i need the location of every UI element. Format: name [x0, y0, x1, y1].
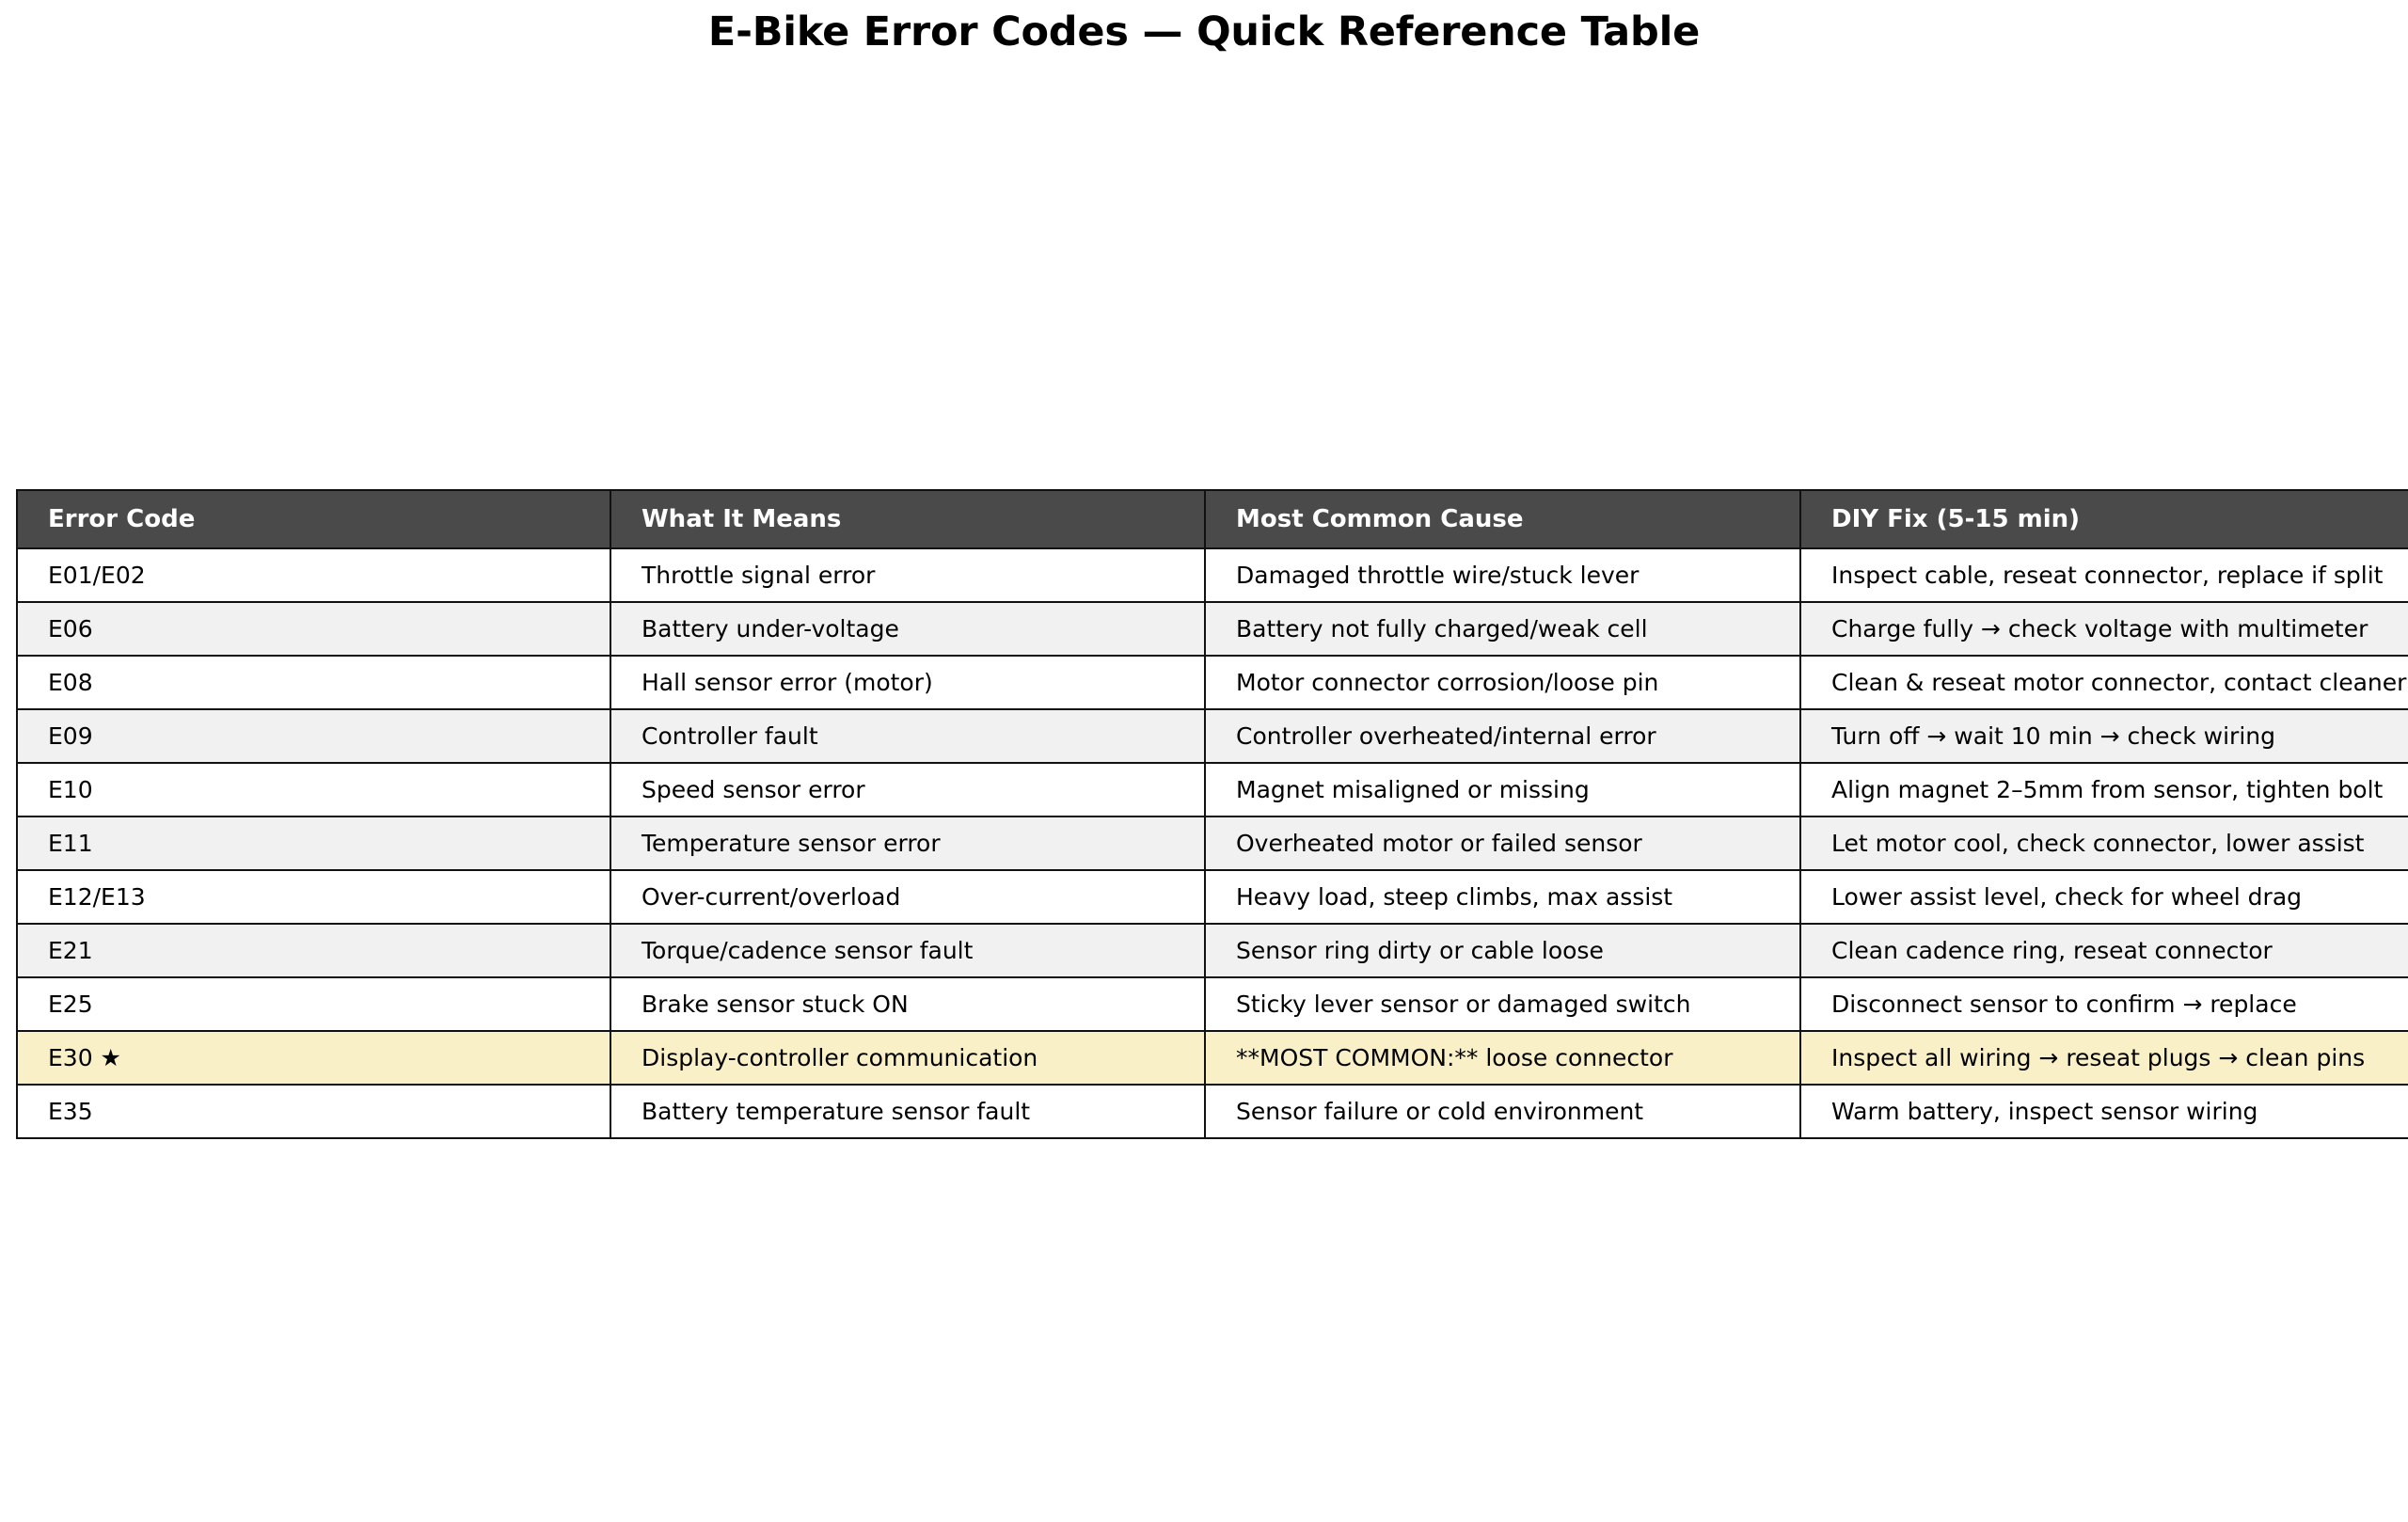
cell-most-common-cause-text: Motor connector corrosion/loose pin	[1236, 668, 1659, 696]
cell-most-common-cause-text: Overheated motor or failed sensor	[1236, 829, 1642, 857]
table-row	[17, 548, 2408, 602]
cell-diy-fix	[1800, 1085, 2408, 1138]
cell-most-common-cause-text: Battery not fully charged/weak cell	[1236, 614, 1648, 642]
cell-error-code-text: E30 ★	[48, 1043, 121, 1071]
cell-diy-fix	[1800, 602, 2408, 656]
table-row	[17, 1085, 2408, 1138]
cell-most-common-cause	[1205, 924, 1800, 977]
cell-most-common-cause	[1205, 602, 1800, 656]
cell-error-code-text: E10	[48, 775, 93, 803]
table-row	[17, 816, 2408, 870]
cell-most-common-cause	[1205, 548, 1800, 602]
cell-error-code-text: E21	[48, 936, 93, 964]
cell-error-code	[17, 1085, 610, 1138]
table-header	[17, 490, 2408, 548]
cell-what-it-means-text: Throttle signal error	[642, 561, 876, 589]
cell-most-common-cause-text: Sensor ring dirty or cable loose	[1236, 936, 1604, 964]
cell-diy-fix	[1800, 763, 2408, 816]
cell-what-it-means-text: Battery under-voltage	[642, 614, 899, 642]
cell-diy-fix-text: Warm battery, inspect sensor wiring	[1831, 1097, 2258, 1125]
table-row	[17, 870, 2408, 924]
cell-diy-fix-text: Inspect cable, reseat connector, replace if split	[1831, 561, 2384, 589]
cell-most-common-cause	[1205, 1085, 1800, 1138]
cell-most-common-cause	[1205, 763, 1800, 816]
cell-most-common-cause	[1205, 709, 1800, 763]
cell-most-common-cause	[1205, 870, 1800, 924]
cell-diy-fix-text: Align magnet 2–5mm from sensor, tighten bolt	[1831, 775, 2384, 803]
cell-diy-fix-text: Clean & reseat motor connector, contact cleaner	[1831, 668, 2407, 696]
cell-diy-fix	[1800, 816, 2408, 870]
cell-what-it-means	[610, 1031, 1205, 1085]
cell-what-it-means	[610, 1085, 1205, 1138]
cell-error-code-text: E35	[48, 1097, 93, 1125]
cell-diy-fix-text: Inspect all wiring → reseat plugs → clean pins	[1831, 1043, 2366, 1071]
cell-what-it-means	[610, 816, 1205, 870]
table-body	[17, 548, 2408, 1138]
cell-what-it-means	[610, 602, 1205, 656]
cell-what-it-means-text: Over-current/overload	[642, 882, 901, 911]
table-row	[17, 709, 2408, 763]
table-header-row	[17, 490, 2408, 548]
table-row	[17, 656, 2408, 709]
cell-error-code	[17, 1031, 610, 1085]
cell-diy-fix-text: Disconnect sensor to confirm → replace	[1831, 990, 2297, 1018]
cell-error-code	[17, 816, 610, 870]
cell-error-code-text: E06	[48, 614, 93, 642]
cell-diy-fix-text: Clean cadence ring, reseat connector	[1831, 936, 2273, 964]
table-row	[17, 602, 2408, 656]
cell-error-code-text: E09	[48, 721, 93, 750]
page-title: E-Bike Error Codes — Quick Reference Table	[707, 8, 1701, 55]
cell-error-code-text: E12/E13	[48, 882, 146, 911]
cell-what-it-means-text: Hall sensor error (motor)	[642, 668, 933, 696]
cell-diy-fix-text: Turn off → wait 10 min → check wiring	[1831, 721, 2275, 750]
cell-diy-fix-text: Charge fully → check voltage with multimeter	[1831, 614, 2368, 642]
cell-diy-fix	[1800, 924, 2408, 977]
cell-what-it-means-text: Speed sensor error	[642, 775, 865, 803]
cell-what-it-means	[610, 548, 1205, 602]
cell-most-common-cause-text: Damaged throttle wire/stuck lever	[1236, 561, 1640, 589]
table-row	[17, 1031, 2408, 1085]
column-header-most-common-cause[interactable]: Most Common Cause	[1205, 490, 1800, 548]
cell-most-common-cause-text: Controller overheated/internal error	[1236, 721, 1656, 750]
cell-most-common-cause-text: Magnet misaligned or missing	[1236, 775, 1590, 803]
cell-diy-fix	[1800, 656, 2408, 709]
error-code-table	[16, 489, 2408, 1139]
table-row	[17, 763, 2408, 816]
cell-diy-fix-text: Lower assist level, check for wheel drag	[1831, 882, 2303, 911]
cell-error-code-text: E25	[48, 990, 93, 1018]
cell-error-code-text: E11	[48, 829, 93, 857]
cell-error-code-text: E01/E02	[48, 561, 146, 589]
cell-what-it-means-text: Display-controller communication	[642, 1043, 1038, 1071]
cell-error-code	[17, 602, 610, 656]
cell-diy-fix	[1800, 870, 2408, 924]
cell-what-it-means-text: Battery temperature sensor fault	[642, 1097, 1031, 1125]
cell-most-common-cause-text: **MOST COMMON:** loose connector	[1236, 1043, 1673, 1071]
cell-error-code	[17, 656, 610, 709]
column-header-diy-fix[interactable]: DIY Fix (5-15 min)	[1800, 490, 2408, 548]
cell-diy-fix	[1800, 548, 2408, 602]
cell-what-it-means-text: Temperature sensor error	[642, 829, 941, 857]
cell-error-code	[17, 709, 610, 763]
table-row	[17, 977, 2408, 1031]
cell-error-code	[17, 870, 610, 924]
column-header-error-code[interactable]: Error Code	[17, 490, 610, 548]
cell-error-code	[17, 548, 610, 602]
cell-most-common-cause	[1205, 977, 1800, 1031]
cell-what-it-means	[610, 763, 1205, 816]
column-header-what-it-means[interactable]: What It Means	[610, 490, 1205, 548]
cell-error-code	[17, 763, 610, 816]
cell-most-common-cause-text: Heavy load, steep climbs, max assist	[1236, 882, 1673, 911]
cell-most-common-cause	[1205, 816, 1800, 870]
cell-error-code	[17, 924, 610, 977]
cell-most-common-cause-text: Sticky lever sensor or damaged switch	[1236, 990, 1691, 1018]
cell-what-it-means	[610, 709, 1205, 763]
error-code-table-container	[16, 489, 2408, 1139]
cell-diy-fix	[1800, 977, 2408, 1031]
cell-what-it-means	[610, 924, 1205, 977]
cell-what-it-means	[610, 656, 1205, 709]
cell-diy-fix	[1800, 709, 2408, 763]
cell-what-it-means-text: Brake sensor stuck ON	[642, 990, 909, 1018]
cell-most-common-cause-text: Sensor failure or cold environment	[1236, 1097, 1644, 1125]
cell-what-it-means-text: Controller fault	[642, 721, 818, 750]
table-row	[17, 924, 2408, 977]
cell-what-it-means	[610, 977, 1205, 1031]
cell-what-it-means-text: Torque/cadence sensor fault	[642, 936, 974, 964]
cell-diy-fix	[1800, 1031, 2408, 1085]
cell-error-code	[17, 977, 610, 1031]
cell-most-common-cause	[1205, 656, 1800, 709]
cell-what-it-means	[610, 870, 1205, 924]
cell-error-code-text: E08	[48, 668, 93, 696]
cell-diy-fix-text: Let motor cool, check connector, lower assist	[1831, 829, 2365, 857]
cell-most-common-cause	[1205, 1031, 1800, 1085]
